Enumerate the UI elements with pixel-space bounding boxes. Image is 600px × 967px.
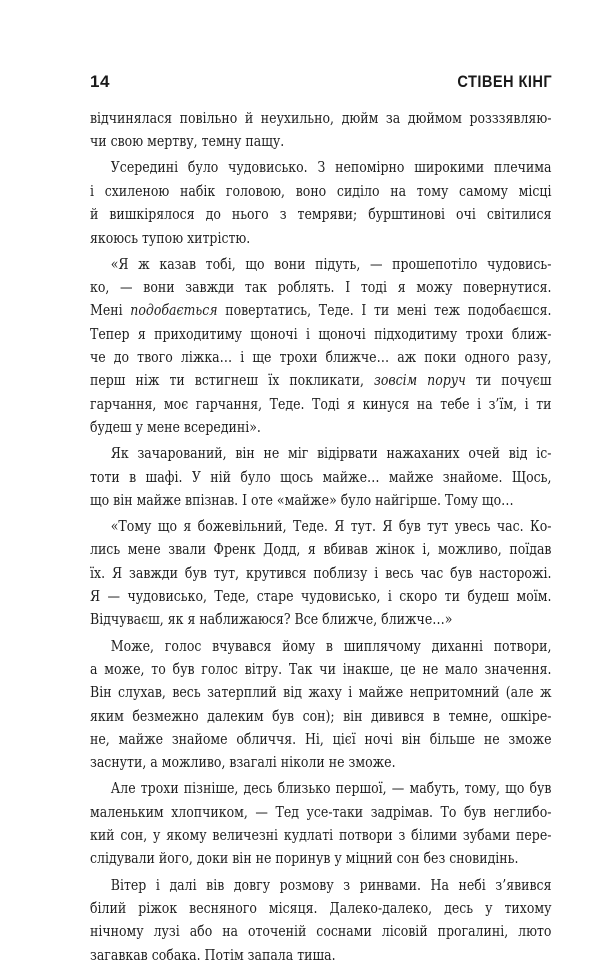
text-line: Відчуваєш, як я наближаюся? Все ближче, ближче…» — [90, 610, 453, 629]
text-line: білий ріжок весняного місяця. Далеко-далеко, десь у тихому — [90, 898, 552, 917]
text-segment: перш ніж ти встигнеш їх покликати, — [90, 371, 375, 390]
text-line: що він майже впізнав. І оте «майже» було найгірше. Тому що… — [90, 490, 514, 509]
page-number: 14 — [90, 72, 110, 91]
emphasis-text: подобається — [130, 301, 218, 320]
text-line: кий сон, у якому величезні кудлаті потвори з білими зубами пере- — [90, 826, 552, 845]
text-line: маленьким хлопчиком, — Тед усе-таки задрімав. То був неглибо- — [90, 802, 552, 821]
text-line: «Тому що я божевільний, Теде. Я тут. Я був тут увесь час. Ко- — [110, 517, 552, 536]
text-line: їх. Я завжди був тут, крутився поблизу і весь час був насторожі. — [90, 563, 552, 582]
emphasis-text: зовсім поруч — [374, 371, 466, 390]
text-line: че до твого ліжка… і ще трохи ближче… аж поки одного разу, — [90, 348, 552, 367]
text-line: гарчання, моє гарчання, Теде. Тоді я кинуся на тебе і з’їм, і ти — [90, 394, 552, 413]
text-line: якоюсь тупою хитрістю. — [90, 228, 251, 247]
book-author: СТІВЕН КІНГ — [457, 72, 552, 91]
text-line: відчинялася повільно й неухильно, дюйм за дюймом розззявляю- — [90, 109, 552, 127]
text-line: й вишкірялося до нього з темряви; бурштинові очі світилися — [90, 205, 552, 224]
text-line: не, майже знайоме обличчя. Ні, цієї ночі він більше не зможе — [90, 729, 552, 748]
text-line: лись мене звали Френк Додд, я вбивав жінок і, можливо, поїдав — [90, 540, 552, 559]
body-text — [90, 107, 552, 967]
text-segment: Мені — [90, 301, 131, 320]
text-line: Я — чудовисько, Теде, старе чудовисько, і скоро ти будеш моїм. — [90, 587, 552, 606]
text-line — [90, 299, 551, 322]
text-segment: повертатись, Теде. І ти мені теж подобаєшся. — [217, 301, 552, 320]
text-line: «Я ж казав тобі, що вони підуть, — прошепотіло чудовись- — [110, 254, 552, 273]
text-segment: ти почуєш — [465, 371, 552, 390]
text-line: слідували його, доки він не поринув у міцний сон без сновидінь. — [90, 849, 519, 868]
text-line: ко, — вони завжди так роблять. І тоді я можу повернутися. — [90, 278, 552, 296]
text-line: нічному лузі або на оточеній соснами лісовій прогалині, люто — [90, 922, 552, 941]
text-line: Вітер і далі вів довгу розмову з ринвами. На небі з’явився — [110, 875, 552, 894]
text-line: заснути, а можливо, взагалі ніколи не зможе. — [90, 753, 396, 772]
text-line: яким безмежно далеким був сон); він дивився в темне, ошкіре- — [90, 706, 552, 725]
text-line: загавкав собака. Потім запала тиша. — [90, 945, 336, 964]
text-line: Усередині було чудовисько. З непомірно широкими плечима — [110, 158, 552, 177]
text-line: Може, голос вчувався йому в шиплячому диханні потвори, — [110, 636, 552, 655]
text-line: Він слухав, весь затерплий від жаху і майже непритомний (але ж — [90, 683, 552, 702]
text-line: будеш у мене всередині». — [90, 418, 261, 437]
text-line: Як зачарований, він не міг відірвати нажаханих очей від іс- — [110, 444, 552, 463]
text-line: Але трохи пізніше, десь близько першої, — мабуть, тому, що був — [110, 779, 552, 798]
text-line: а може, то був голос вітру. Так чи інакше, це не мало значення. — [90, 659, 552, 678]
text-line — [90, 369, 551, 392]
text-line: чи свою мертву, темну пащу. — [90, 132, 285, 151]
text-line: Тепер я приходитиму щоночі і щоночі підходитиму трохи ближ- — [90, 324, 552, 343]
running-head — [90, 72, 552, 96]
text-line: тоти в шафі. У ній було щось майже… майже знайоме. Щось, — [90, 467, 552, 486]
text-line: і схиленою набік головою, воно сиділо на тому самому місці — [90, 181, 552, 200]
